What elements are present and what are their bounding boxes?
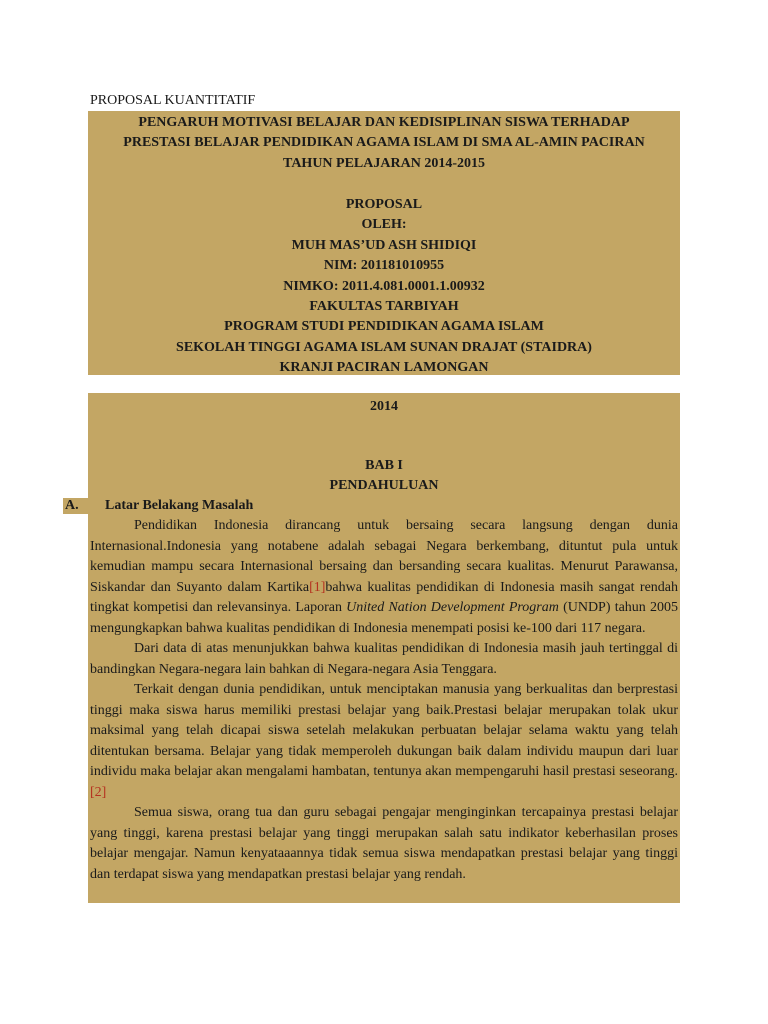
title-line: PRESTASI BELAJAR PENDIDIKAN AGAMA ISLAM DI SMA AL-AMIN PACIRAN (123, 135, 645, 151)
chapter-title: PENDAHULUAN (329, 478, 439, 494)
body-text (90, 516, 678, 885)
paragraph: Semua siswa, orang tua dan guru sebagai pengajar menginginkan tercapainya prestasi belajar yang tinggi, karena prestasi belajar yang tinggi merupakan salah satu indikator keberhasilan proses belajar mengajar. Namun kenyataaannya tidak semua siswa mendapatkan prestasi belajar yang tinggi dan terdapat siswa yang mendapatkan prestasi belajar yang rendah. (90, 805, 678, 882)
italic-text: United Nation Development Program (346, 600, 559, 615)
author-info (88, 195, 680, 379)
address: KRANJI PACIRAN LAMONGAN (279, 360, 489, 376)
faculty: FAKULTAS TARBIYAH (309, 299, 459, 315)
section-heading (63, 498, 253, 514)
footnote-link[interactable]: [1] (309, 579, 326, 595)
title-line: TAHUN PELAJARAN 2014-2015 (283, 155, 485, 171)
title-line: PENGARUH MOTIVASI BELAJAR DAN KEDISIPLINAN SISWA TERHADAP (138, 115, 630, 130)
content-block (65, 393, 680, 903)
footnote-link[interactable]: [2] (90, 784, 107, 800)
chapter-heading (88, 456, 680, 497)
proposal-title (88, 113, 680, 174)
author-name: MUH MAS’UD ASH SHIDIQI (291, 237, 477, 253)
document-label: PROPOSAL KUANTITATIF (90, 93, 256, 108)
section-number: A. (63, 498, 105, 514)
paragraph-text: (UNDP) tahun 2005 mengungkapkan bahwa kualitas pendidikan di Indonesia menempati posisi ke-100 dari 117 negara. (90, 600, 678, 636)
proposal-label: PROPOSAL (345, 197, 423, 212)
section-title: Latar Belakang Masalah (105, 498, 254, 513)
year: 2014 (370, 399, 398, 414)
paragraph (90, 516, 678, 639)
by-label: OLEH: (361, 217, 407, 233)
institution: SEKOLAH TINGGI AGAMA ISLAM SUNAN DRAJAT (STAIDRA) (176, 339, 592, 355)
paragraph-text: bahwa kualitas pendidikan di Indonesia masih sangat rendah tingkat kompetisi dan relevansinya. Laporan (90, 579, 678, 615)
chapter-number: BAB I (365, 458, 403, 473)
paragraph: Dari data di atas menunjukkan bahwa kualitas pendidikan di Indonesia masih jauh tertinggal di bandingkan Negara-negara lain bahkan di Negara-negara Asia Tenggara. (90, 641, 678, 677)
paragraph-text: Pendidikan Indonesia dirancang untuk bersaing secara langsung dengan dunia Internasional.Indonesia yang notabene adalah sebagai Negara berkembang, dituntut pula untuk kemudian mampu secara Internasional bersaing dan bersanding secara kualitas. Menurut Parawansa, Siskandar dan Suyanto dalam Kartika (90, 518, 678, 595)
nimko: NIMKO: 2011.4.081.0001.1.00932 (283, 278, 485, 294)
paragraph (90, 680, 678, 803)
title-page-block (88, 111, 680, 375)
paragraph-text: Terkait dengan dunia pendidikan, untuk menciptakan manusia yang berkualitas dan berprestasi tinggi maka siswa harus memiliki prestasi belajar yang baik.Prestasi belajar merupakan tolak ukur maksimal yang telah dicapai siswa setelah melakukan perbuatan belajar selama waktu yang telah ditentukan bersama. Belajar yang tidak memperoleh dukungan baik dalam individu maupun dari luar individu maka belajar akan mengalami hambatan, tentunya akan mempengaruhi hasil prestasi seseorang. (90, 682, 678, 779)
study-program: PROGRAM STUDI PENDIDIKAN AGAMA ISLAM (224, 319, 544, 335)
nim: NIM: 201181010955 (323, 258, 445, 274)
